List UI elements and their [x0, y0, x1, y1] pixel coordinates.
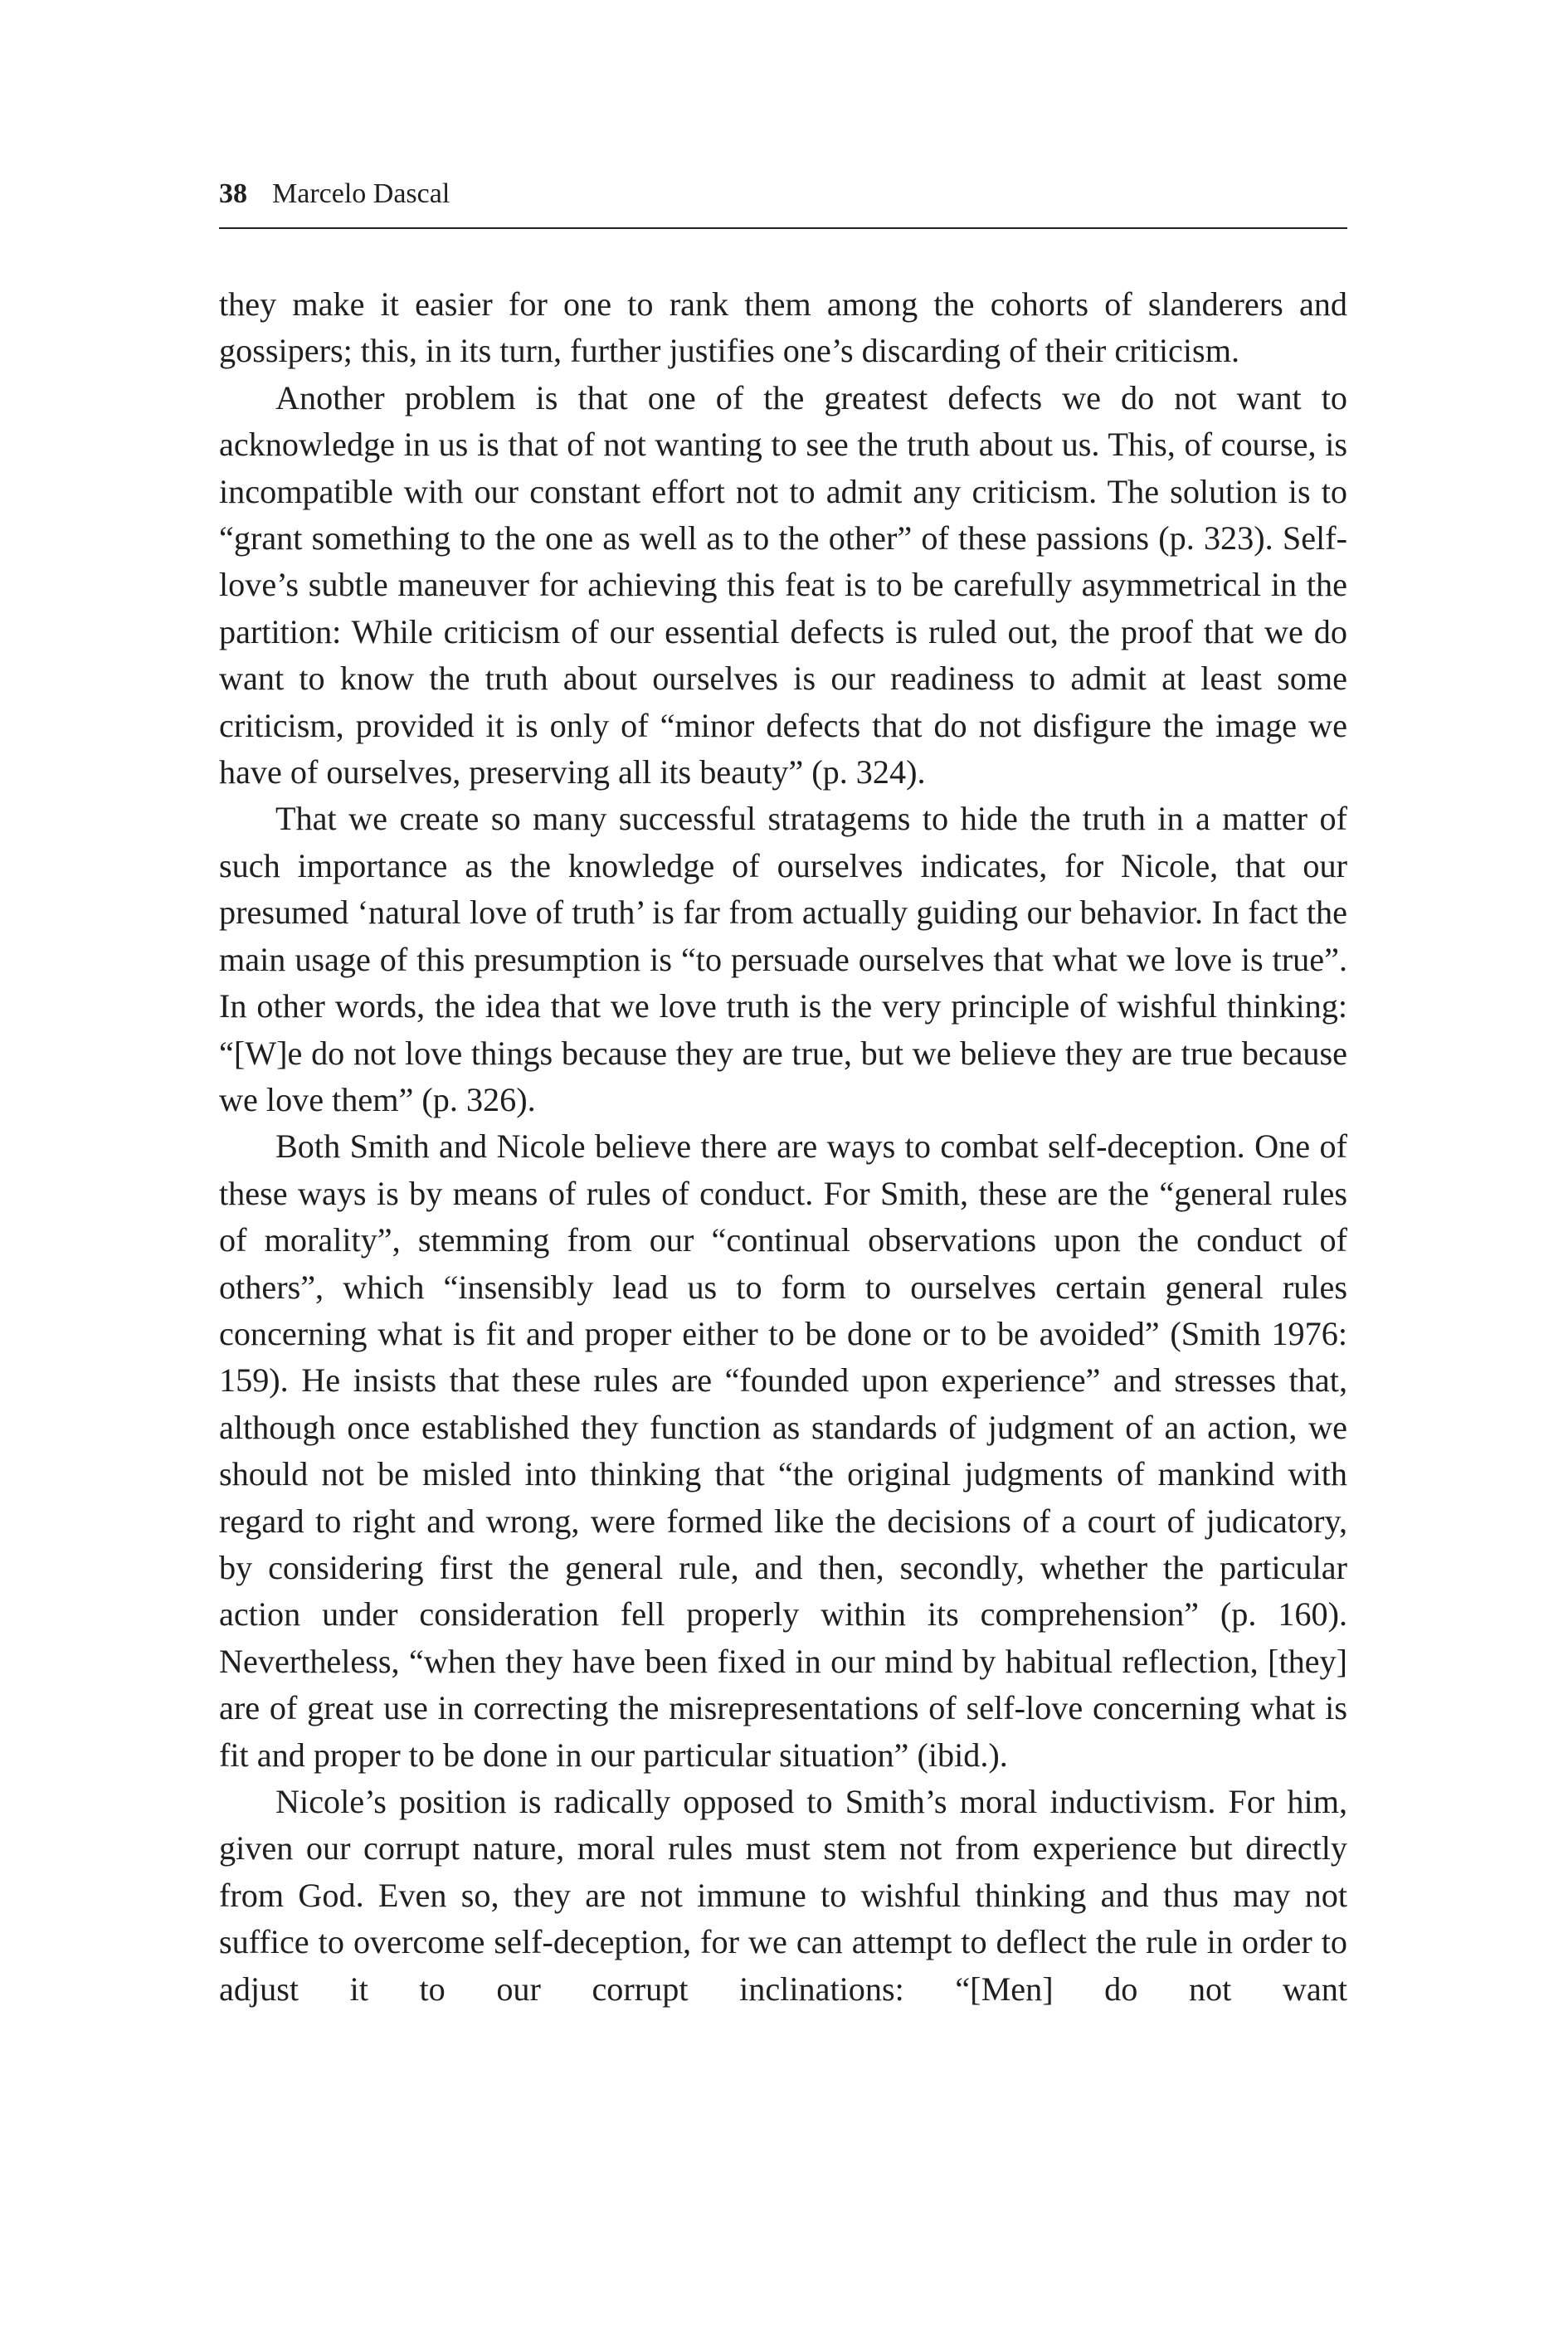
running-head-author: Marcelo Dascal	[272, 178, 450, 209]
paragraph-nicole-position: Nicole’s position is radically opposed to Smith’s moral inductivism. For him, given our corrupt nature, moral rules must stem not from experience but directly from God. Even so, they are not immune to wishful thinking and thus may not suffice to overcome self-deception, for we can attempt to deflect the rule in order to adjust it to our corrupt inclinations: “[Men] do not want	[219, 1783, 1347, 2008]
paragraph-stratagems: That we create so many successful stratagems to hide the truth in a matter of such importance as the knowledge of ourselves indicates, for Nicole, that our presumed ‘natural love of truth’ is far from actually guiding our behavior. In fact the main usage of this presumption is “to persuade ourselves that what we love is true”. In other words, the idea that we love truth is the very principle of wishful thinking: “[W]e do not love things because they are true, but we believe they are true because we love them” (p. 326).	[219, 800, 1347, 1118]
running-head	[219, 176, 1347, 212]
paragraph-another-problem: Another problem is that one of the greatest defects we do not want to acknowledge in us is that of not wanting to see the truth about us. This, of course, is incompatible with our constant effort not to admit any criticism. The solution is to “grant something to the one as well as to the other” of these passions (p. 323). Self-love’s subtle maneuver for achieving this feat is to be carefully asymmetrical in the partition: While criticism of our essential defects is ruled out, the proof that we do want to know the truth about ourselves is our readiness to admit at least some criticism, provided it is only of “minor defects that do not disfigure the image we have of ourselves, preserving all its beauty” (p. 324).	[219, 378, 1347, 791]
body-text	[219, 281, 1347, 2013]
paragraph-smith-nicole-rules: Both Smith and Nicole believe there are ways to combat self-deception. One of these ways is by means of rules of conduct. For Smith, these are the “general rules of morality”, stemming from our “continual observations upon the conduct of others”, which “insensibly lead us to form to ourselves certain general rules concerning what is fit and proper either to be done or to be avoided” (Smith 1976: 159). He insists that these rules are “founded upon experience” and stresses that, although once established they function as standards of judgment of an action, we should not be misled into thinking that “the original judgments of mankind with regard to right and wrong, were formed like the decisions of a court of judicatory, by considering first the general rule, and then, secondly, whether the particular action under consideration fell properly within its comprehension” (p. 160). Nevertheless, “when they have been fixed in our mind by habitual reflection, [they] are of great use in correcting the misrepresentations of self-love concerning what is fit and proper to be done in our particular situation” (ibid.).	[219, 1127, 1347, 1774]
paragraph-continuation: they make it easier for one to rank them among the cohorts of slanderers and gossipers; this, in its turn, further justifies one’s discarding of their criticism.	[219, 285, 1347, 370]
page-number: 38	[219, 178, 247, 209]
header-rule	[219, 227, 1347, 229]
